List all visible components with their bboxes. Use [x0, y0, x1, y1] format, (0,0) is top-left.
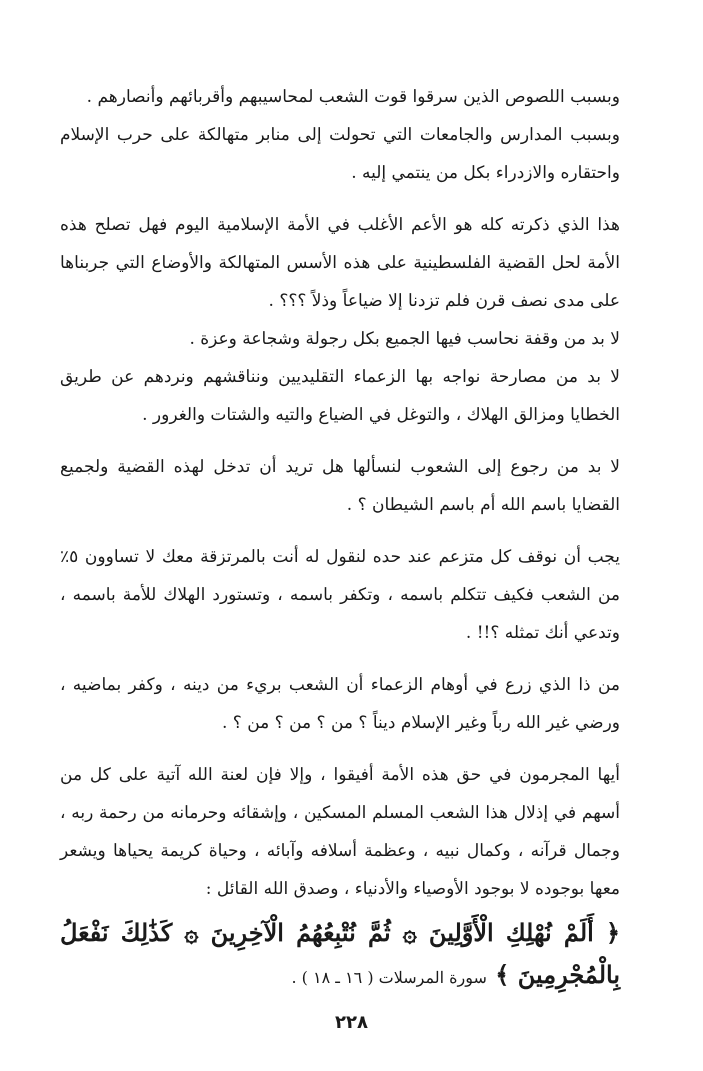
paragraph-pause: لا بد من وقفة نحاسب فيها الجميع بكل رجولة وشجاعة وعزة . — [189, 329, 620, 349]
quran-reference: سورة المرسلات ( ١٦ ـ ١٨ ) . — [291, 968, 487, 987]
paragraph-stop: يجب أن نوقف كل متزعم عند حده لنقول له أنت بالمرتزقة معك لا تساوون ٥٪ من الشعب فكيف تتكلم باسمه ، وتكفر باسمه ، وتستورد الهلاك للأمة باسمه ، وتدعي أنك تمثله ؟!! . — [60, 547, 620, 643]
quran-verse-block — [60, 912, 620, 999]
paragraph-frankness: لا بد من مصارحة نواجه بها الزعماء التقليديين ونناقشهم ونردهم عن طريق الخطايا ومزالق الهلاك ، والتوغل في الضياع والتيه والشتات والغرور . — [60, 367, 620, 425]
paragraph-summary: هذا الذي ذكرته كله هو الأعم الأغلب في الأمة الإسلامية اليوم فهل تصلح هذه الأمة لحل القضية الفلسطينية على هذه الأسس المتهالكة والأوضاع التي جربناها على مدى نصف قرن فلم تزدنا إلا ضياعاً وذلاً ؟؟؟ . — [60, 215, 620, 311]
paragraph-criminals: أيها المجرمون في حق هذه الأمة أفيقوا ، وإلا فإن لعنة الله آتية على كل من أسهم في إذلال هذا الشعب المسلم المسكين ، وإشقائه وحرمانه من رحمة ربه ، وجمال قرآنه ، وكمال نبيه ، وعظمة أسلافه وآبائه ، وحياة كريمة يحياها ويشعر معها بوجوده لا بوجود الأوصياء والأدنياء ، وصدق الله القائل : — [60, 765, 620, 899]
paragraph-schools: وبسبب المدارس والجامعات التي تحولت إلى منابر متهالكة على حرب الإسلام واحتقاره والازدراء بكل من ينتمي إليه . — [60, 125, 620, 183]
page-number: ٢٢٨ — [335, 1012, 368, 1033]
paragraph-return: لا بد من رجوع إلى الشعوب لنسألها هل تريد أن تدخل لهذه القضية ولجميع القضايا باسم الله أم باسم الشيطان ؟ . — [60, 457, 620, 515]
quran-verse: ﴿ أَلَمْ نُهْلِكِ الْأَوَّلِينَ ۞ ثُمَّ نُتْبِعُهُمُ الْآخِرِينَ ۞ كَذَٰلِكَ نَفْعَلُ بِالْمُجْرِمِينَ ﴾ — [60, 918, 620, 989]
paragraph-thieves: وبسبب اللصوص الذين سرقوا قوت الشعب لمحاسيبهم وأقربائهم وأنصارهم . — [86, 87, 620, 107]
paragraph-who: من ذا الذي زرع في أوهام الزعماء أن الشعب بريء من دينه ، وكفر بماضيه ، ورضي غير الله رباً وغير الإسلام ديناً ؟ من ؟ من ؟ من ؟ . — [60, 675, 620, 733]
page-body — [60, 78, 620, 1068]
